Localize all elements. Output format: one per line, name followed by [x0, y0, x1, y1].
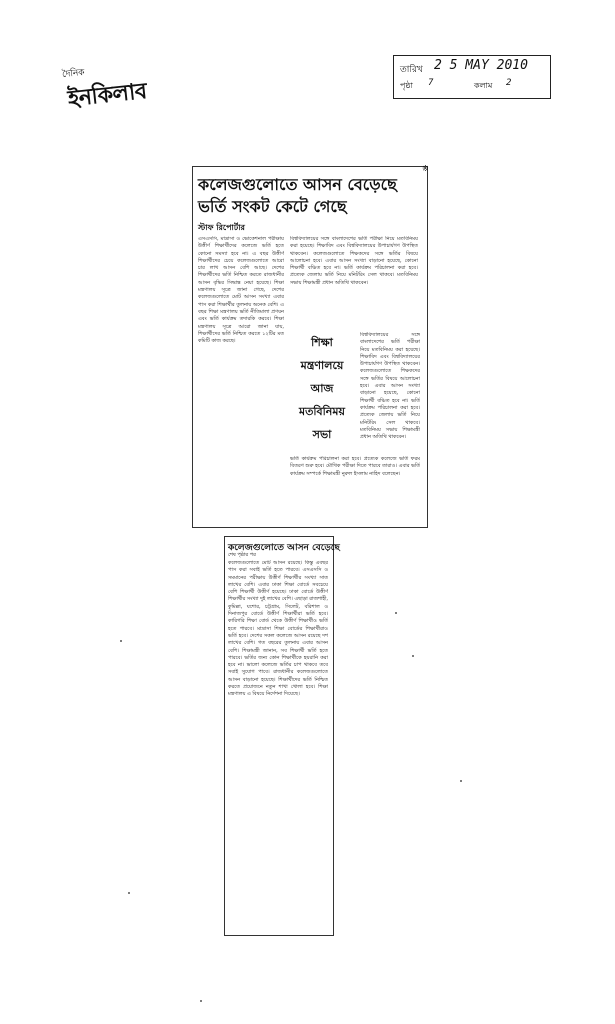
article-column-3: ভর্তি কার্যক্রম পরিচালনা করা হবে। প্রত্যেক কলেজে ভর্তি ফরম বিতরণ শুরু হবে। মৌখিক পরীক্ষা দিতে পারবে তারাও। এবার ভর্তি কার্যক্রম সম্পর্কে শিক্ষামন্ত্রী নুরুল ইসলাম নাহিদ বলেছেন। [290, 456, 420, 477]
boxed-line: শিক্ষা [311, 336, 333, 349]
boxed-line: আজ [310, 382, 334, 395]
boxed-line: মন্ত্রণালয়ে [300, 359, 344, 372]
headline-line-1: কলেজগুলোতে আসন বেড়েছে [198, 175, 397, 194]
article-headline [198, 174, 422, 218]
stamp-page-value: 7 [428, 78, 434, 88]
article-byline: স্টাফ রিপোর্টার [198, 223, 245, 232]
scan-speck [200, 1000, 202, 1002]
scan-speck [395, 612, 397, 614]
masthead-small-text: দৈনিক [61, 67, 86, 81]
stamp-date-label: তারিখ [400, 65, 423, 75]
stamp-column-label: কলাম [474, 81, 493, 90]
scan-speck [460, 780, 462, 782]
continued-heading: কলেজগুলোতে আসন বেড়েছে [228, 543, 340, 553]
stamp-column-value: 2 [506, 78, 512, 88]
scan-speck [128, 892, 130, 894]
headline-line-2: ভর্তি সংকট কেটে গেছে [198, 197, 347, 216]
corner-mark: ※ [422, 164, 429, 173]
article-column-1: এসএসসি, মাদ্রাসা ও ভোকেশনাল পরীক্ষায় উত্তীর্ণ শিক্ষার্থীদের কলেজে ভর্তি হতে কোনো সমস্যা হবে না। এ বছর উত্তীর্ণ শিক্ষার্থীদের চেয়ে কলেজগুলোতে আরো চার লাখ আসন বেশি আছে। দেশের শিক্ষার্থীদের ভর্তি নিশ্চিত করতে রাজধানীর আসন বৃদ্ধির সিদ্ধান্ত নেয়া হয়েছে। শিক্ষা মন্ত্রণালয় সূত্রে জানা গেছে, দেশের কলেজগুলোতে মোট আসন সংখ্যা এবার পাস করা শিক্ষার্থীর তুলনায় অনেক বেশি। এ বছর শিক্ষা মন্ত্রণালয় ভর্তি নীতিমালা প্রণয়ন এবং ভর্তি কার্যক্রম তদারকি করবে। শিক্ষা মন্ত্রণালয় সূত্রে আরো জানা যায়, শিক্ষার্থীদের ভর্তি নিশ্চিত করতে ১২টির মত কমিটি কাজ করছে। [198, 236, 284, 345]
masthead-logo: ইনকিলাব [66, 78, 148, 113]
date-stamp [393, 55, 551, 99]
article-column-continued: কলেজগুলোতে মোট আসন রয়েছে। কিন্তু এবছর পাস করা সবাই ভর্তি হতে পারবে। এসএসসি ও সমমানের পরীক্ষায় উত্তীর্ণ শিক্ষার্থীর সংখ্যা সাত লাখের বেশি। এবার ঢাকা শিক্ষা বোর্ডে সবচেয়ে বেশি শিক্ষার্থী উত্তীর্ণ হয়েছে। ঢাকা বোর্ডে উত্তীর্ণ শিক্ষার্থীর সংখ্যা দুই লাখের বেশি। এছাড়া রাজশাহী, কুমিল্লা, যশোর, চট্টগ্রাম, সিলেট, বরিশাল ও দিনাজপুর বোর্ডে উত্তীর্ণ শিক্ষার্থীরা ভর্তি হবে। কারিগরি শিক্ষা বোর্ড থেকে উত্তীর্ণ শিক্ষার্থীও ভর্তি হতে পারবে। মাদ্রাসা শিক্ষা বোর্ডের শিক্ষার্থীরাও ভর্তি হবে। দেশের সকল কলেজে আসন রয়েছে দশ লাখের বেশি। গত বছরের তুলনায় এবার আসন বেশি। শিক্ষামন্ত্রী জানান, সব শিক্ষার্থী ভর্তি হতে পারবে। ভর্তির জন্য কোন শিক্ষার্থীকে হয়রানি করা হবে না। ভালো কলেজে ভর্তির চাপ থাকবে তবে সবাই সুযোগ পাবে। রাজধানীর কলেজগুলোতে আসন বাড়ানো হয়েছে। শিক্ষার্থীদের ভর্তি নিশ্চিত করতে প্রয়োজনে নতুন শাখা খোলা হবে। শিক্ষা মন্ত্রণালয় এ বিষয়ে নির্দেশনা দিয়েছে। [228, 560, 328, 698]
article-column-2b: বিশ্ববিদ্যালয়ের সঙ্গে বাংলাদেশের ভর্তি পরীক্ষা নিয়ে মতবিনিময় করা হয়েছে। শিক্ষাবিদ এবং বিশ্ববিদ্যালয়ের উপাচার্যগণ উপস্থিত থাকবেন। কলেজগুলোতে শিক্ষকদের সঙ্গে ভর্তির বিষয়ে আলোচনা হবে। এবার আসন সংখ্যা বাড়ানো হয়েছে, কোনো শিক্ষার্থী বঞ্চিত হবে না। ভর্তি কার্যক্রম পরিচালনা করা হবে। প্রত্যেক জেলায় ভর্তি নিয়ে মনিটরিং সেল থাকবে। মতবিনিময় সভায় শিক্ষামন্ত্রী প্রধান অতিথি থাকবেন। [360, 332, 420, 441]
scan-speck [412, 655, 414, 657]
boxed-line: সভা [312, 428, 332, 441]
stamp-date-value: 2 5 MAY 2010 [434, 58, 528, 73]
stamp-page-label: পৃষ্ঠা [400, 81, 413, 90]
scan-speck [120, 640, 122, 642]
continued-subheading: শেষ পৃষ্ঠার পর [228, 552, 256, 558]
article-column-2: বিশ্ববিদ্যালয়ের সঙ্গে বাংলাদেশের ভর্তি পরীক্ষা নিয়ে মতবিনিময় করা হয়েছে। শিক্ষাবিদ এবং বিশ্ববিদ্যালয়ের উপাচার্যগণ উপস্থিত থাকবেন। কলেজগুলোতে শিক্ষকদের সঙ্গে ভর্তির বিষয়ে আলোচনা হবে। এবার আসন সংখ্যা বাড়ানো হয়েছে, কোনো শিক্ষার্থী বঞ্চিত হবে না। ভর্তি কার্যক্রম পরিচালনা করা হবে। প্রত্যেক জেলায় ভর্তি নিয়ে মনিটরিং সেল থাকবে। মতবিনিময় সভায় শিক্ষামন্ত্রী প্রধান অতিথি থাকবেন। [290, 236, 418, 286]
boxed-announcement [286, 331, 358, 451]
boxed-line: মতবিনিময় [299, 405, 345, 418]
